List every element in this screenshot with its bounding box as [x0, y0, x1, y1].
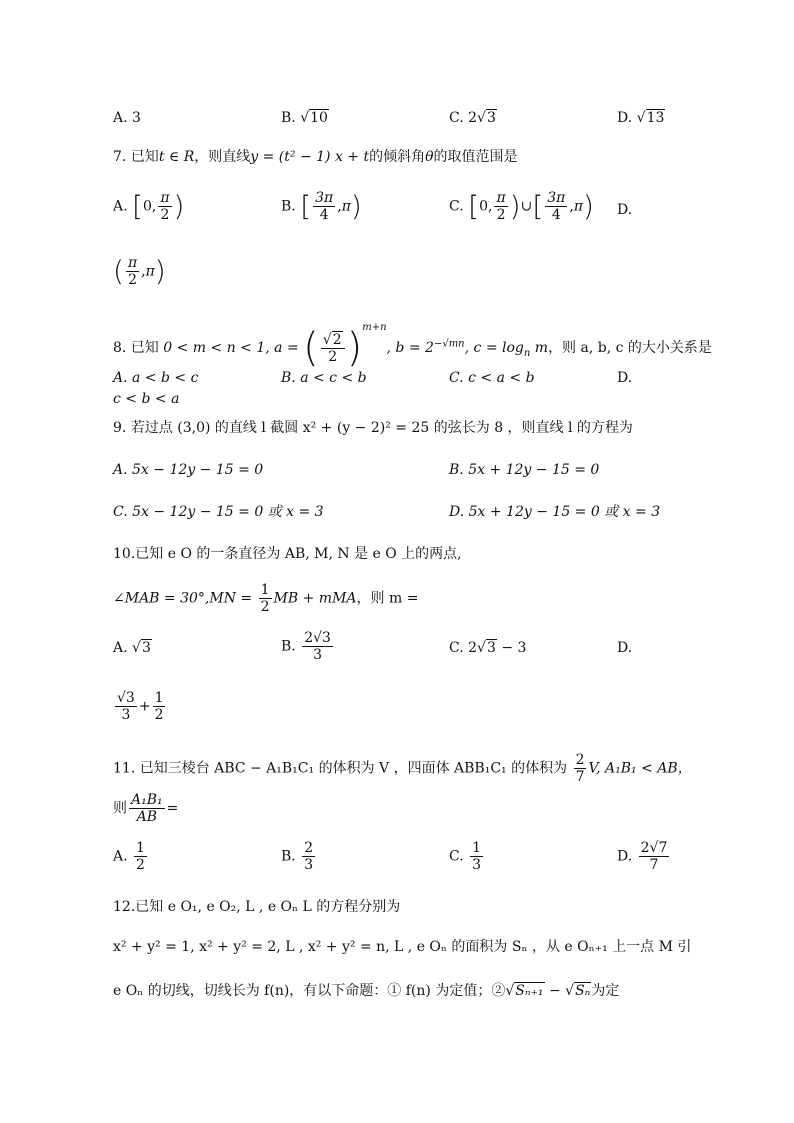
q11-stem-line2: 则 $\frac{\text{A₁B₁}}{AB}$ = [113, 792, 179, 825]
q10-stem-line2: ∠MAB = 30°,MN = $\frac{1}{2}$ MB + mMA，则 m = [113, 582, 419, 615]
q7-option-d-value: ( $\frac{\pi}{2}$ ,π) [113, 254, 166, 288]
q12-stem-line1: 12.已知 e O₁, e O₂, L , e Oₙ L 的方程分别为 [113, 899, 401, 915]
q8-stem: 8. 已知 0 < m < n < 1, a = ( $\frac{√2}{2}$ )$^{m+n}$, $b = 2^{-√mn}$, $c = \log_n m$，则 a, b, c 的大小关系是 [113, 322, 712, 371]
q7-option-d: D. [617, 202, 633, 218]
q8-option-b: B. a < c < b [281, 370, 367, 386]
q9-option-c: C. 5x − 12y − 15 = 0 或 x = 3 [113, 504, 324, 520]
q8-option-a: A. a < b < c [113, 370, 199, 386]
q6-option-a: A. 3 [113, 110, 141, 126]
q6-option-c: C. 2√3 [449, 110, 496, 126]
q7-option-b: B. [ $\frac{3\pi}{4}$ ,π) [281, 189, 362, 223]
q10-option-b: B. $\frac{2√3}{3}$ [281, 630, 331, 663]
q11-option-a: A. $\frac{1}{2}$ [113, 840, 145, 873]
q8-option-d: D. [617, 370, 633, 386]
q7-stem: 7. 已知t ∈ R，则直线y = (t² − 1) x + t的倾斜角θ的取值范围是 [113, 149, 518, 165]
q11-stem-line1: 11. 已知三棱台 ABC − A₁B₁C₁ 的体积为 V ，四面体 ABB₁C₁ 的体积为 $\frac{2}{7}$ V, A₁B₁ < AB， [113, 752, 692, 785]
q11-option-d: D. $\frac{2√7}{7}$ [617, 840, 668, 873]
q8-option-c: C. c < a < b [449, 370, 535, 386]
q12-stem-line3: e Oₙ 的切线，切线长为 f(n)，有以下命题：① f(n) 为定值；②√Sₙ₊₁ − √Sₙ为定 [113, 983, 620, 999]
q9-option-d: D. 5x + 12y − 15 = 0 或 x = 3 [449, 504, 661, 520]
q11-option-b: B. $\frac{2}{3}$ [281, 840, 314, 873]
q6-option-d: D. √13 [617, 110, 665, 126]
q7-option-a: A. [0, $\frac{\pi}{2}$ ) [113, 189, 185, 223]
q7-option-c: C. [0, $\frac{\pi}{2}$ )∪[ $\frac{3\pi}{4}$ ,π) [449, 189, 594, 223]
q9-option-b: B. 5x + 12y − 15 = 0 [449, 462, 600, 478]
q6-option-b: B. √10 [281, 110, 328, 126]
q10-option-d: D. [617, 640, 633, 656]
q10-option-c: C. 2√3 − 3 [449, 640, 527, 656]
q10-option-d-value: $\frac{√3}{3}$ + $\frac{1}{2}$ [117, 690, 164, 723]
q11-option-c: C. $\frac{1}{3}$ [449, 840, 482, 873]
q10-stem-line1: 10.已知 e O 的一条直径为 AB, M, N 是 e O 上的两点, [113, 546, 462, 562]
q9-stem: 9. 若过点 (3,0) 的直线 l 截圆 x² + (y − 2)² = 25 的弦长为 8 ，则直线 l 的方程为 [113, 420, 633, 436]
q10-option-a: A. √3 [113, 640, 151, 656]
q9-option-a: A. 5x − 12y − 15 = 0 [113, 462, 264, 478]
q12-stem-line2: x² + y² = 1, x² + y² = 2, L , x² + y² = n, L , e Oₙ 的面积为 Sₙ ，从 e Oₙ₊₁ 上一点 M 引 [113, 939, 692, 955]
q8-option-d-value: c < b < a [113, 391, 180, 407]
